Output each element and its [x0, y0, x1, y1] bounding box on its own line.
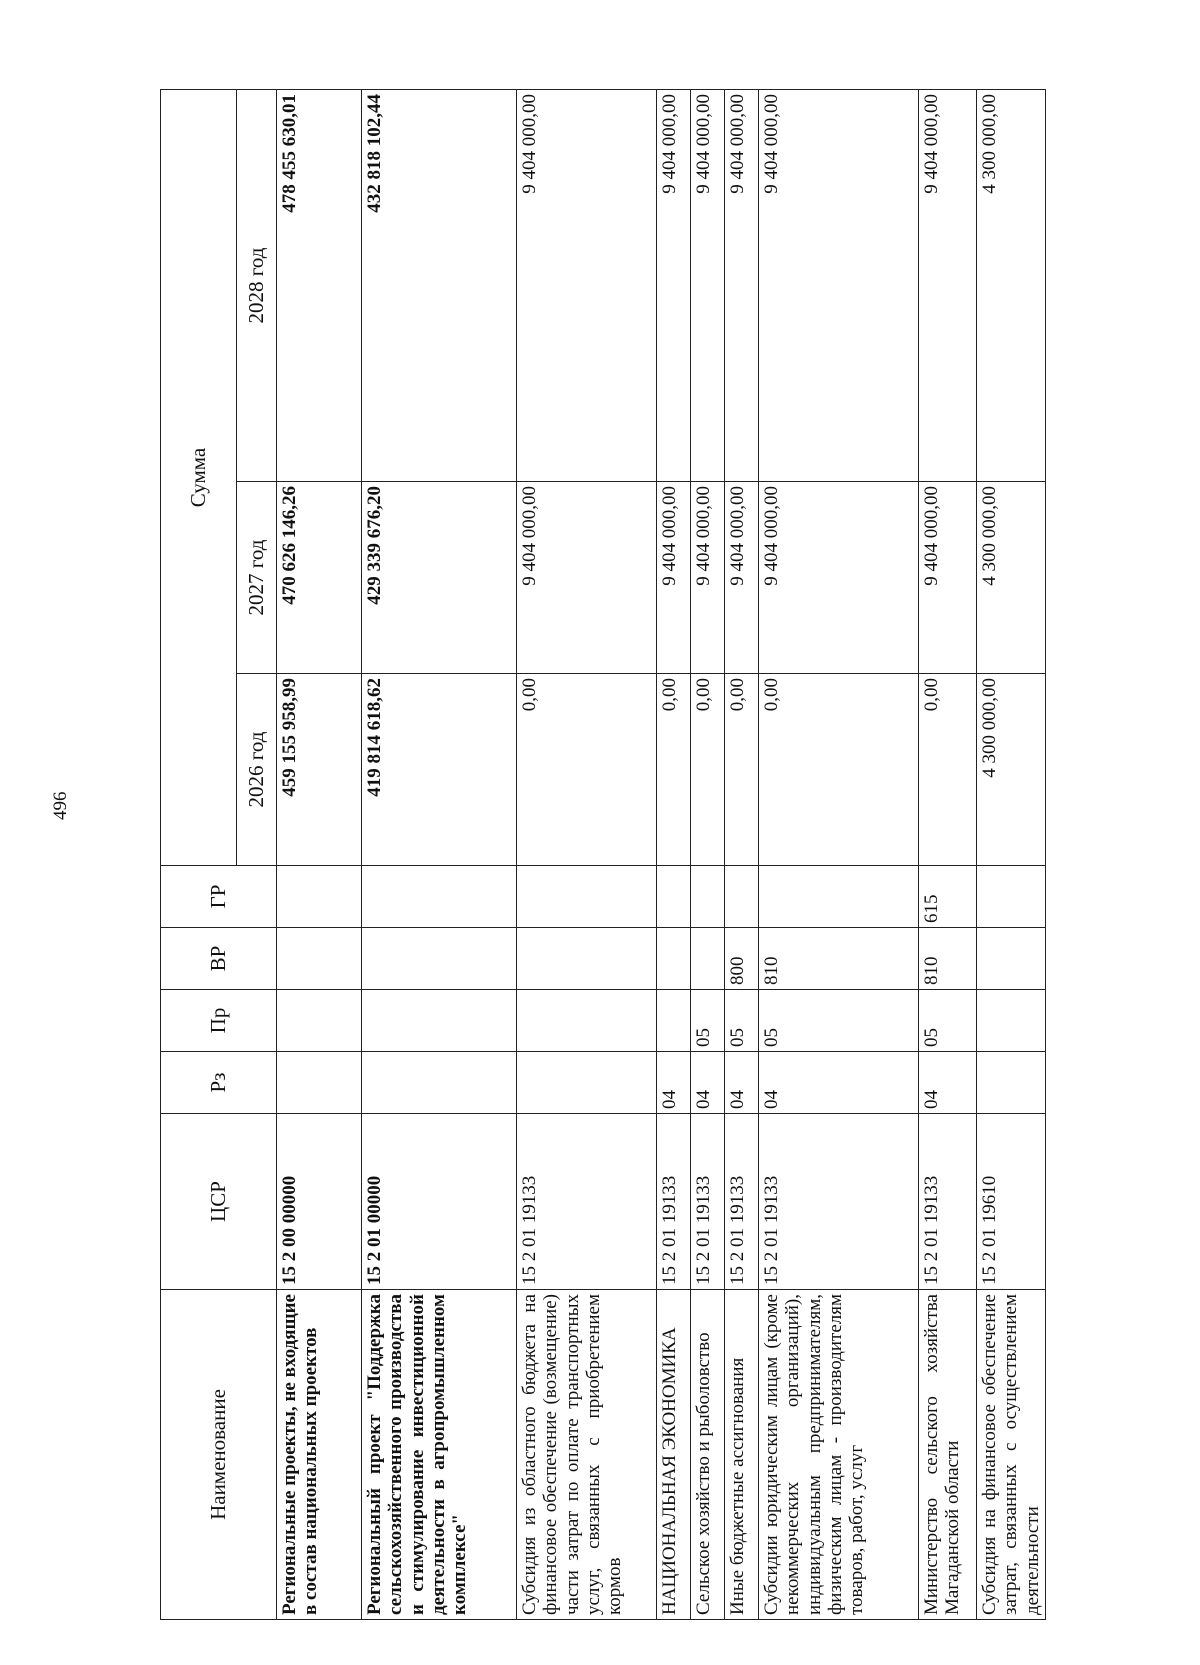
row-2026: 419 814 618,62 [362, 674, 517, 866]
row-gr [977, 866, 1046, 928]
header-2026: 2026 год [237, 674, 277, 866]
row-gr [657, 866, 691, 928]
row-2027: 4 300 000,00 [977, 482, 1046, 674]
row-2026: 0,00 [919, 674, 977, 866]
row-gr [362, 866, 517, 928]
row-2026: 0,00 [725, 674, 759, 866]
row-2028: 9 404 000,00 [725, 89, 759, 481]
header-csr: ЦСР [161, 1114, 277, 1290]
row-csr: 15 2 01 19133 [919, 1114, 977, 1290]
header-vr: ВР [161, 928, 277, 990]
row-2027: 9 404 000,00 [657, 482, 691, 674]
row-rz: 04 [691, 1052, 725, 1114]
row-name: Иные бюджетные ассигнования [725, 1290, 759, 1620]
row-csr: 15 2 01 19133 [759, 1114, 919, 1290]
row-name: Региональные проекты, не входящие в состав национальных проектов [277, 1290, 362, 1620]
row-csr: 15 2 00 00000 [277, 1114, 362, 1290]
row-vr [277, 928, 362, 990]
row-name: Министерство сельского хозяйства Магаданской области [919, 1290, 977, 1620]
row-2027: 9 404 000,00 [691, 482, 725, 674]
table-row [362, 89, 517, 1619]
row-vr [517, 928, 657, 990]
row-rz [977, 1052, 1046, 1114]
row-2027: 9 404 000,00 [517, 482, 657, 674]
row-gr [725, 866, 759, 928]
row-2028: 432 818 102,44 [362, 89, 517, 481]
row-2028: 478 455 630,01 [277, 89, 362, 481]
table-row [517, 89, 657, 1619]
table-row [691, 89, 725, 1619]
row-pr: 05 [919, 990, 977, 1052]
table-row [919, 89, 977, 1619]
row-vr: 810 [919, 928, 977, 990]
row-gr: 615 [919, 866, 977, 928]
row-2027: 429 339 676,20 [362, 482, 517, 674]
row-2028: 9 404 000,00 [657, 89, 691, 481]
header-gr: ГР [161, 866, 277, 928]
row-name: Субсидия из областного бюджета на финансовое обеспечение (возмещение) части затрат по оплате транспортных услуг, связанных с приобретением кормов [517, 1290, 657, 1620]
row-vr [691, 928, 725, 990]
row-2026: 0,00 [759, 674, 919, 866]
row-rz [277, 1052, 362, 1114]
row-pr [277, 990, 362, 1052]
table-row [759, 89, 919, 1619]
table-row [657, 89, 691, 1619]
row-2028: 4 300 000,00 [977, 89, 1046, 481]
row-csr: 15 2 01 19133 [691, 1114, 725, 1290]
row-rz: 04 [657, 1052, 691, 1114]
row-2027: 9 404 000,00 [725, 482, 759, 674]
budget-table [160, 89, 1046, 1620]
row-csr: 15 2 01 19133 [657, 1114, 691, 1290]
row-2026: 0,00 [657, 674, 691, 866]
row-vr: 800 [725, 928, 759, 990]
row-pr [977, 990, 1046, 1052]
row-rz: 04 [759, 1052, 919, 1114]
row-pr [657, 990, 691, 1052]
row-csr: 15 2 01 00000 [362, 1114, 517, 1290]
row-name: Субсидия на финансовое обеспечение затрат, связанных с осуществлением деятельности [977, 1290, 1046, 1620]
row-name: Региональный проект "Поддержка сельскохозяйственного производства и стимулирование инвестиционной деятельности в агропромышленном комплексе" [362, 1290, 517, 1620]
row-csr: 15 2 01 19133 [517, 1114, 657, 1290]
row-gr [759, 866, 919, 928]
row-pr: 05 [725, 990, 759, 1052]
row-vr [977, 928, 1046, 990]
row-name: НАЦИОНАЛЬНАЯ ЭКОНОМИКА [657, 1290, 691, 1620]
row-2026: 459 155 958,99 [277, 674, 362, 866]
table-row [977, 89, 1046, 1619]
row-vr: 810 [759, 928, 919, 990]
row-rz: 04 [919, 1052, 977, 1114]
header-name: Наименование [161, 1290, 277, 1620]
rotated-table-container [160, 90, 1060, 1620]
header-2027: 2027 год [237, 482, 277, 674]
table-row [277, 89, 362, 1619]
row-2026: 0,00 [691, 674, 725, 866]
row-pr: 05 [759, 990, 919, 1052]
row-2026: 0,00 [517, 674, 657, 866]
row-2028: 9 404 000,00 [759, 89, 919, 481]
row-name: Субсидии юридическим лицам (кроме некоммерческих организаций), индивидуальным предпринимателям, физическим лицам - производителям товаров, работ, услуг [759, 1290, 919, 1620]
page-number: 496 [50, 791, 71, 820]
row-rz [362, 1052, 517, 1114]
header-2028: 2028 год [237, 89, 277, 481]
row-csr: 15 2 01 19133 [725, 1114, 759, 1290]
row-2028: 9 404 000,00 [517, 89, 657, 481]
row-2027: 9 404 000,00 [759, 482, 919, 674]
row-pr: 05 [691, 990, 725, 1052]
row-rz [517, 1052, 657, 1114]
row-csr: 15 2 01 19610 [977, 1114, 1046, 1290]
row-2027: 9 404 000,00 [919, 482, 977, 674]
row-rz: 04 [725, 1052, 759, 1114]
header-rz: Рз [161, 1052, 277, 1114]
row-pr [517, 990, 657, 1052]
header-pr: Пр [161, 990, 277, 1052]
row-pr [362, 990, 517, 1052]
row-name: Сельское хозяйство и рыболовство [691, 1290, 725, 1620]
row-gr [277, 866, 362, 928]
row-gr [691, 866, 725, 928]
row-2028: 9 404 000,00 [919, 89, 977, 481]
row-2026: 4 300 000,00 [977, 674, 1046, 866]
row-2028: 9 404 000,00 [691, 89, 725, 481]
row-gr [517, 866, 657, 928]
table-row [725, 89, 759, 1619]
row-vr [362, 928, 517, 990]
header-sum: Сумма [161, 89, 237, 865]
row-vr [657, 928, 691, 990]
row-2027: 470 626 146,26 [277, 482, 362, 674]
